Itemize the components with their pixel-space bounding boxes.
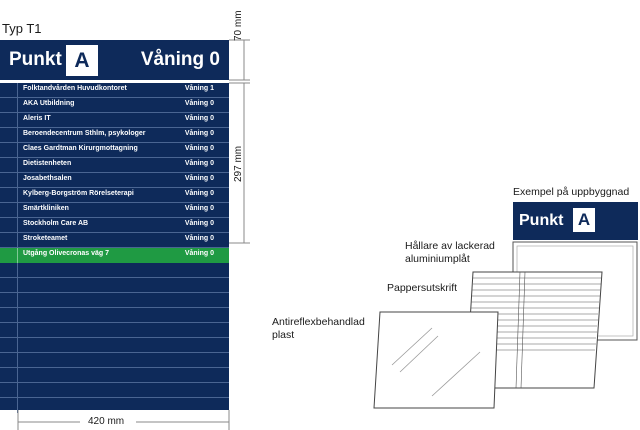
example-sign-title: Punkt	[519, 212, 564, 229]
entry-name: Kylberg-Borgström Rörelseterapi	[23, 190, 134, 197]
entry-name: Josabethsalen	[23, 175, 72, 182]
entry-name: Stroketeamet	[23, 235, 68, 242]
entry-name: Beroendecentrum Sthlm, psykologer	[23, 130, 146, 137]
entry-name: Claes Gardtman Kirurgmottagning	[23, 145, 138, 152]
exit-floor: Våning 0	[184, 250, 214, 257]
board-height-label: 297 mm	[233, 145, 244, 182]
holder-label: Hållare av lackerad aluminiumplåt	[405, 240, 495, 265]
example-sign	[513, 202, 638, 240]
entry-floor: Våning 0	[184, 235, 214, 242]
entry-floor: Våning 0	[184, 190, 214, 197]
header-height-dimension	[233, 1, 255, 41]
entry-name: Stockholm Care AB	[23, 220, 89, 227]
example-sign-letter: A	[573, 208, 595, 232]
entry-name: Aleris IT	[23, 115, 51, 122]
entry-name: Dietistenheten	[23, 160, 72, 167]
header-height-label: 70 mm	[233, 10, 244, 41]
entry-floor: Våning 0	[184, 115, 214, 122]
entry-floor: Våning 0	[184, 160, 214, 167]
entry-floor: Våning 0	[184, 130, 214, 137]
entry-floor: Våning 0	[184, 220, 214, 227]
sign-letter-box: A	[66, 45, 98, 76]
entry-name: Smärtkliniken	[23, 205, 69, 212]
plastic-label: Antireflexbehandlad plast	[272, 316, 365, 341]
entry-name: AKA Utbildning	[23, 100, 75, 107]
entry-floor: Våning 1	[184, 85, 214, 92]
type-label: Typ T1	[2, 21, 42, 36]
sign-title: Punkt	[9, 49, 62, 70]
paper-label: Pappersutskrift	[387, 282, 458, 294]
entry-floor: Våning 0	[184, 175, 214, 182]
example-label: Exempel på uppbyggnad	[513, 186, 630, 198]
sign-floor: Våning 0	[140, 49, 220, 70]
exit-name: Utgång Olivecronas väg 7	[23, 250, 109, 257]
entry-floor: Våning 0	[184, 145, 214, 152]
width-label: 420 mm	[88, 416, 125, 427]
entry-name: Folktandvården Huvudkontoret	[23, 85, 127, 92]
entry-floor: Våning 0	[184, 205, 214, 212]
entry-floor: Våning 0	[184, 100, 214, 107]
board-height-dimension	[233, 138, 255, 182]
